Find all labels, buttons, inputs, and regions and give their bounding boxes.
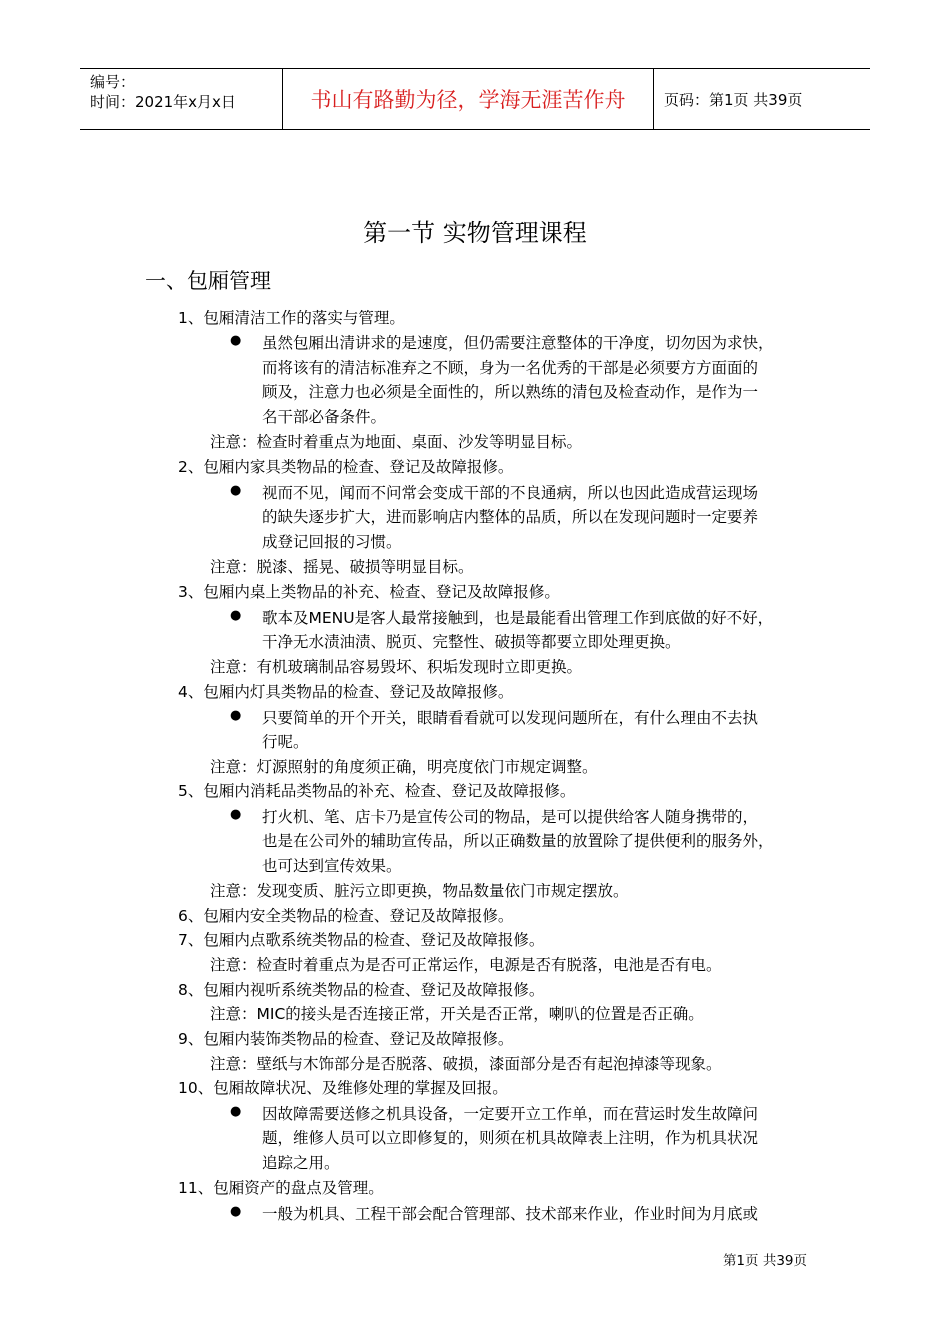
body-line: 顾及，注意力也必须是全面性的，所以熟练的清包及检查动作，是作为一: [262, 383, 759, 401]
list-item: 1、包厢清洁工作的落实与管理。: [178, 309, 405, 327]
body-line: 只要简单的开个开关，眼睛看看就可以发现问题所在，有什么理由不去执: [262, 709, 759, 727]
body-line: 成登记回报的习惯。: [262, 533, 402, 551]
list-item: 10、包厢故障状况、及维修处理的掌握及回报。: [178, 1079, 508, 1097]
body-line: 而将该有的清洁标准弃之不顾，身为一名优秀的干部是必须要方方面面的: [262, 359, 759, 377]
number-label: 编号：: [90, 73, 136, 91]
body-line: 视而不见，闻而不问常会变成干部的不良通病，所以也因此造成营运现场: [262, 484, 759, 502]
body-line: 虽然包厢出清讲求的是速度，但仍需要注意整体的干净度，切勿因为求快，: [262, 334, 774, 352]
note-line: 注意：脱漆、摇晃、破损等明显目标。: [210, 558, 474, 576]
bullet-icon: ●: [230, 708, 242, 723]
time-label: 时间：2021年x月x日: [90, 93, 236, 111]
list-item: 4、包厢内灯具类物品的检查、登记及故障报修。: [178, 683, 514, 701]
body-line: 也是在公司外的辅助宣传品，所以正确数量的放置除了提供便利的服务外，: [262, 832, 774, 850]
list-item: 7、包厢内点歌系统类物品的检查、登记及故障报修。: [178, 931, 545, 949]
page-header: [80, 68, 870, 130]
body-line: 一般为机具、工程干部会配合管理部、技术部来作业，作业时间为月底或: [262, 1205, 759, 1223]
list-item: 11、包厢资产的盘点及管理。: [178, 1179, 384, 1197]
note-line: 注意：检查时着重点为是否可正常运作，电源是否有脱落，电池是否有电。: [210, 956, 722, 974]
body-line: 打火机、笔、店卡乃是宣传公司的物品，是可以提供给客人随身携带的，: [262, 808, 759, 826]
body-line: 题，维修人员可以立即修复的，则须在机具故障表上注明，作为机具状况: [262, 1129, 759, 1147]
list-item: 6、包厢内安全类物品的检查、登记及故障报修。: [178, 907, 514, 925]
note-line: 注意：灯源照射的角度须正确，明亮度依门市规定调整。: [210, 758, 598, 776]
page-label: 页码：第1页 共39页: [664, 90, 803, 109]
body-line: 歌本及MENU是客人最常接触到，也是最能看出管理工作到底做的好不好，: [262, 609, 774, 627]
page-title: 第一节 实物管理课程: [363, 219, 587, 247]
section-heading: 一、包厢管理: [145, 269, 271, 293]
body-line: 的缺失逐步扩大，进而影响店内整体的品质，所以在发现问题时一定要养: [262, 508, 759, 526]
note-line: 注意：有机玻璃制品容易毁坏、积垢发现时立即更换。: [210, 658, 583, 676]
bullet-icon: ●: [230, 1204, 242, 1219]
body-line: 追踪之用。: [262, 1154, 340, 1172]
body-line: 因故障需要送修之机具设备，一定要开立工作单，而在营运时发生故障问: [262, 1105, 759, 1123]
list-item: 5、包厢内消耗品类物品的补充、检查、登记及故障报修。: [178, 782, 576, 800]
bullet-icon: ●: [230, 333, 242, 348]
bullet-icon: ●: [230, 1104, 242, 1119]
body-line: 也可达到宣传效果。: [262, 857, 402, 875]
list-item: 8、包厢内视听系统类物品的检查、登记及故障报修。: [178, 981, 545, 999]
body-line: 行呢。: [262, 733, 309, 751]
note-line: 注意：壁纸与木饰部分是否脱落、破损，漆面部分是否有起泡掉漆等现象。: [210, 1055, 722, 1073]
list-item: 3、包厢内桌上类物品的补充、检查、登记及故障报修。: [178, 583, 560, 601]
body-line: 名干部必备条件。: [262, 408, 387, 426]
list-item: 9、包厢内装饰类物品的检查、登记及故障报修。: [178, 1030, 514, 1048]
motto: 书山有路勤为径，学海无涯苦作舟: [282, 69, 654, 129]
body-line: 干净无水渍油渍、脱页、完整性、破损等都要立即处理更换。: [262, 633, 681, 651]
note-line: 注意：发现变质、脏污立即更换，物品数量依门市规定摆放。: [210, 882, 629, 900]
bullet-icon: ●: [230, 608, 242, 623]
bullet-icon: ●: [230, 483, 242, 498]
list-item: 2、包厢内家具类物品的检查、登记及故障报修。: [178, 458, 514, 476]
note-line: 注意：检查时着重点为地面、桌面、沙发等明显目标。: [210, 433, 583, 451]
bullet-icon: ●: [230, 807, 242, 822]
note-line: 注意：MIC的接头是否连接正常，开关是否正常，喇叭的位置是否正确。: [210, 1005, 704, 1023]
page-footer: 第1页 共39页: [722, 1253, 807, 1269]
header-info-cell: [80, 69, 282, 129]
